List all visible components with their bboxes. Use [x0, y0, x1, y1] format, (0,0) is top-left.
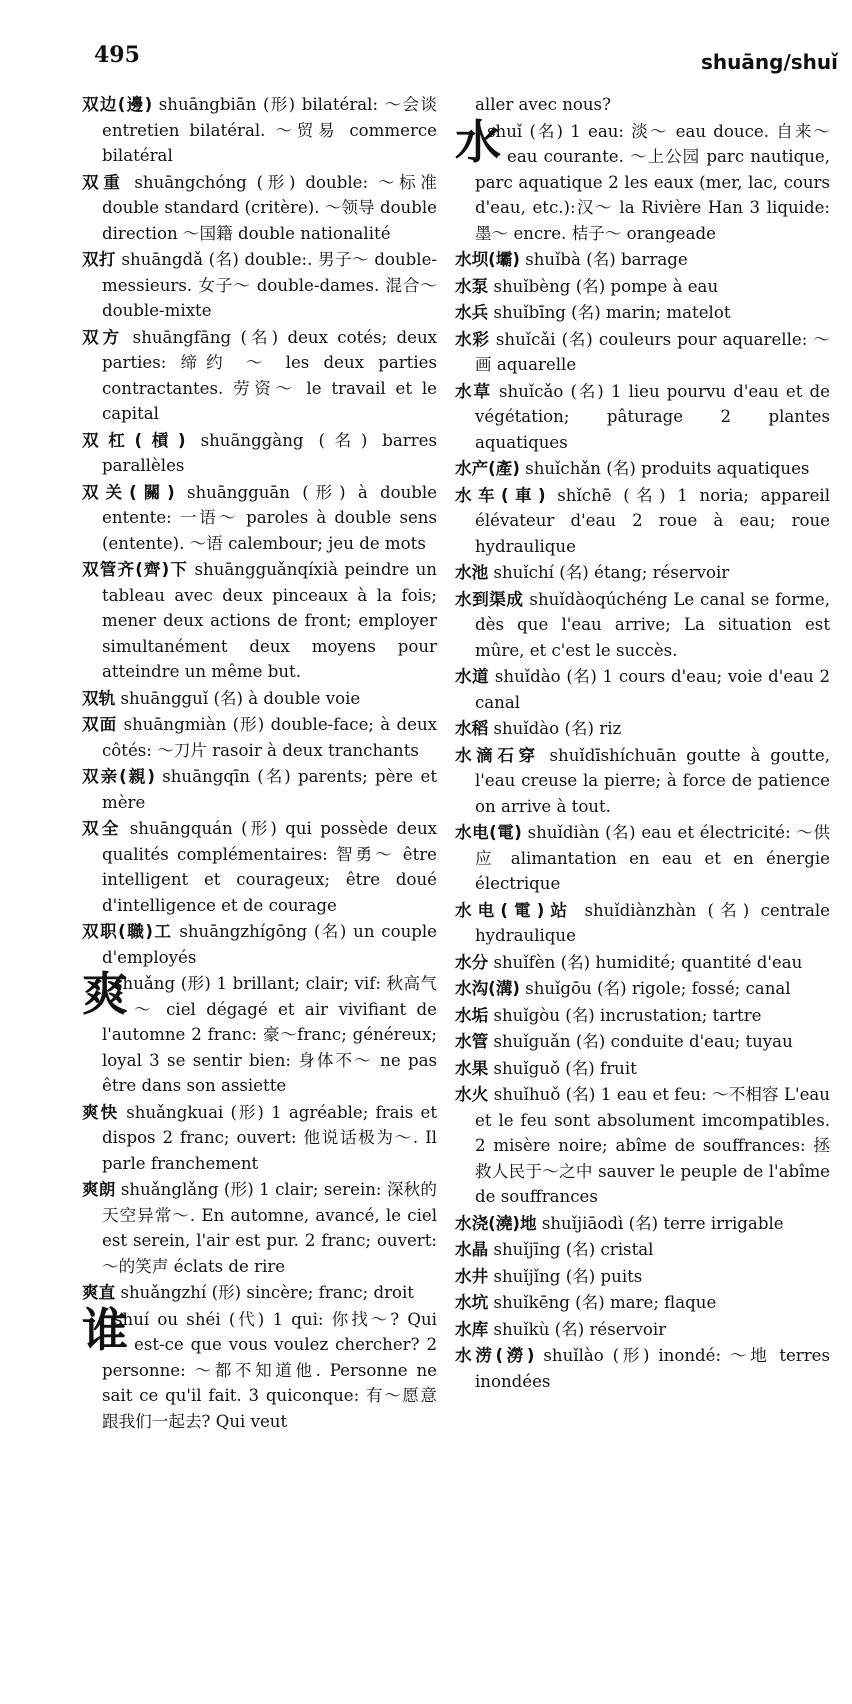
- dictionary-entry: [455, 587, 830, 664]
- dictionary-entry: [82, 919, 437, 970]
- headword: 水产(產): [455, 459, 520, 478]
- headword: 爽朗: [82, 1180, 116, 1199]
- dictionary-entry: [455, 898, 830, 949]
- dictionary-entry: [82, 816, 437, 918]
- headword: 双边(邊): [82, 95, 153, 114]
- headword: 水草: [455, 381, 492, 401]
- entry-definition: aller avec nous?: [475, 95, 611, 114]
- headword: 双面: [82, 715, 118, 734]
- headword: 水浇(澆)地: [455, 1213, 537, 1233]
- entry-definition: shuāngmiàn (形) double-face; à deux côtés: ～刀片 rasoir à deux tranchants: [102, 715, 437, 760]
- entry-definition: shuǐ (名) 1 eau: 淡～ eau douce. 自来～ eau courante. ～上公园 parc nautique, parc aquatique 2 les eaux (mer, lac, cours d'eau, etc.):汉～ la Rivière Han 3 liquide: 墨～ encre. 桔子～ orangeade: [475, 121, 830, 243]
- entry-definition: shuǎngkuai (形) 1 agréable; frais et dispos 2 franc; ouvert: 他说话极为～. Il parle franchement: [102, 1102, 437, 1173]
- headword: 水果: [455, 1058, 489, 1078]
- page-number: 495: [94, 42, 140, 68]
- entry-definition: shuǐguǒ (名) fruit: [493, 1058, 637, 1078]
- headword: 水管: [455, 1032, 489, 1051]
- headword: 水井: [455, 1266, 489, 1286]
- dictionary-entry: [82, 170, 437, 247]
- dictionary-entry: [82, 686, 437, 712]
- headword: 水电(電)站: [455, 900, 574, 920]
- entry-definition: shuǐdàoqúchéng Le canal se forme, dès que l'eau arrive; La situation est mûre, et c'est le succès.: [475, 589, 830, 660]
- dictionary-entry: [82, 1177, 437, 1279]
- entry-definition: shuāngfāng (名) deux cotés; deux parties: 缔约 ～ les deux parties contractantes. 劳资～ le travail et le capital: [102, 327, 437, 423]
- entry-definition: shuāngchóng (形) double: ～标准 double standard (critère). ～领导 double direction ～国籍 double nationalité: [102, 172, 438, 243]
- dictionary-entry: [455, 456, 830, 482]
- headword: 水垢: [455, 1005, 489, 1025]
- entry-definition: shuǐbīng (名) marin; matelot: [493, 303, 731, 322]
- dictionary-entry: [82, 712, 437, 763]
- entry-definition: shuí ou shéi (代) 1 qui: 你找～? Qui est-ce que vous voulez chercher? 2 personne: ～都不知道他. Personne ne sait ce qu'il fait. 3 quiconque: 有～愿意跟我们一起去? Qui veut: [102, 1309, 437, 1431]
- dictionary-entry: [455, 379, 830, 456]
- dictionary-entry: [455, 1264, 830, 1290]
- dictionary-entry: [455, 1003, 830, 1029]
- headword: 水坑: [455, 1293, 489, 1312]
- headword: 双职(職)工: [82, 922, 173, 941]
- headword: 水电(電): [455, 823, 522, 842]
- right-column: [455, 92, 830, 1395]
- entry-definition: shuǐfèn (名) humidité; quantité d'eau: [493, 952, 803, 972]
- dictionary-entry: [82, 764, 437, 815]
- entry-definition: shuǎnglǎng (形) 1 clair; serein: 深秋的天空异常～. En automne, avancé, le ciel est serein, l'air est pur. 2 franc; ouvert: ～的笑声 éclats de rire: [102, 1180, 437, 1276]
- headword: 水道: [455, 667, 490, 686]
- dictionary-entry: [82, 247, 437, 324]
- dictionary-entry: [455, 1343, 830, 1394]
- headword: 双亲(親): [82, 767, 155, 786]
- headword: 双管齐(齊)下: [82, 560, 189, 579]
- dictionary-entry: [455, 1082, 830, 1210]
- entry-definition: shuǐdiànzhàn (名) centrale hydraulique: [475, 900, 831, 945]
- headword-character: 爽: [82, 967, 128, 1021]
- entry-definition: shuānggàng (名) barres parallèles: [102, 430, 437, 475]
- headword: 水沟(溝): [455, 979, 520, 998]
- headword: 双杠(槓): [82, 430, 186, 450]
- headword: 双关(關): [82, 482, 175, 502]
- entry-definition: shuāngguǐ (名) à double voie: [120, 688, 361, 708]
- dictionary-entry: [455, 327, 830, 378]
- headword: 水火: [455, 1085, 489, 1104]
- dictionary-entry: [82, 1302, 437, 1435]
- dictionary-entry: [82, 967, 437, 1099]
- entry-definition: shuǐcǎi (名) couleurs pour aquarelle: ～画 aquarelle: [475, 329, 831, 374]
- dictionary-entry: [455, 247, 830, 273]
- headword-character: 谁: [82, 1302, 128, 1357]
- entry-definition: shuǐbà (名) barrage: [525, 250, 688, 269]
- dictionary-entry: [82, 557, 437, 685]
- dictionary-entry: [455, 716, 830, 742]
- dictionary-entry: [82, 92, 437, 169]
- entry-definition: shuāngqīn (名) parents; père et mère: [102, 767, 437, 812]
- entry-definition: shuǐkēng (名) mare; flaque: [493, 1293, 717, 1312]
- dictionary-entry: [455, 483, 830, 560]
- entry-definition: shuāngquán (形) qui possède deux qualités complémentaires: 智勇～ être intelligent et courageux; être doué d'intelligence et de courage: [102, 819, 437, 915]
- entry-definition: shuǐchǎn (名) produits aquatiques: [525, 459, 810, 478]
- headword: 水滴石穿: [455, 745, 540, 765]
- headword: 双方: [82, 327, 124, 347]
- dictionary-entry: [82, 325, 437, 427]
- entry-definition: shuǐdào (名) riz: [493, 719, 622, 738]
- entry-definition: shuǐjiāodì (名) terre irrigable: [541, 1213, 784, 1233]
- dictionary-entry: [455, 274, 830, 300]
- dictionary-entry: [455, 1290, 830, 1316]
- dictionary-entry: [455, 560, 830, 586]
- entry-definition: shǐchē (名) 1 noria; appareil élévateur d'eau 2 roue à eau; roue hydraulique: [475, 485, 831, 556]
- dictionary-entry: [455, 1237, 830, 1263]
- entry-definition: shuǎngzhí (形) sincère; franc; droit: [120, 1283, 414, 1302]
- dictionary-entry: [82, 1280, 437, 1306]
- headword: 水车(車): [455, 485, 546, 505]
- entry-definition: shuǎng (形) 1 brillant; clair; vif: 秋高气～ ciel dégagé et air vivifiant de l'automne 2 franc: 豪～franc; généreux; loyal 3 se sentir bien: 身体不～ ne pas être dans son assiette: [102, 974, 437, 1095]
- entry-definition: shuǐcǎo (名) 1 lieu pourvu d'eau et de végétation; pâturage 2 plantes aquatiques: [475, 381, 830, 452]
- headword: 水泵: [455, 276, 489, 296]
- headword: 水池: [455, 563, 489, 582]
- entry-definition: shuǐlào (形) inondé: ～地 terres inondées: [475, 1346, 831, 1391]
- entry-definition: shuǐjǐng (名) puits: [493, 1266, 643, 1286]
- dictionary-entry: [455, 1029, 830, 1055]
- dictionary-entry: [455, 820, 830, 897]
- entry-definition: shuāngdǎ (名) double:. 男子～ double-messieurs. 女子～ double-dames. 混合～ double-mixte: [102, 250, 437, 320]
- entry-definition: shuǐdīshíchuān goutte à goutte, l'eau creuse la pierre; à force de patience on arrive à tout.: [475, 745, 830, 816]
- dictionary-entry: [455, 1211, 830, 1237]
- dictionary-entry: [455, 743, 830, 820]
- entry-definition: shuǐjīng (名) cristal: [493, 1240, 654, 1259]
- headword: 爽快: [82, 1102, 120, 1122]
- dictionary-entry: [82, 480, 437, 557]
- entry-definition: shuǐdào (名) 1 cours d'eau; voie d'eau 2 canal: [475, 667, 831, 712]
- dictionary-entry: [82, 1100, 437, 1177]
- entry-definition: shuāngguǎnqíxià peindre un tableau avec deux pinceaux à la fois; mener deux actions de front; employer simultanément deux moyens pour atteindre un même but.: [102, 560, 437, 681]
- headword: 水彩: [455, 329, 490, 349]
- entry-definition: shuǐbèng (名) pompe à eau: [493, 276, 719, 296]
- dictionary-entry: [82, 428, 437, 479]
- headword: 水分: [455, 952, 489, 972]
- dictionary-entry: [455, 664, 830, 715]
- entry-definition: shuǐgòu (名) incrustation; tartre: [493, 1005, 762, 1025]
- headword: 水晶: [455, 1240, 489, 1259]
- entry-definition: shuāngguān (形) à double entente: 一语～ paroles à double sens (entente). ～语 calembour; jeu de mots: [102, 482, 438, 553]
- headword: 水库: [455, 1319, 489, 1339]
- entry-definition: shuǐkù (名) réservoir: [493, 1319, 667, 1339]
- headword: 双全: [82, 819, 122, 838]
- headword: 水兵: [455, 303, 489, 322]
- running-head: shuāng/shuǐ: [701, 50, 838, 74]
- entry-definition: shuǐhuǒ (名) 1 eau et feu: ～不相容 L'eau et le feu sont absolument imcompatibles. 2 misère noire; abîme de souffrances: 拯救人民于～之中 sauver le peuple de l'abîme de souffrances: [475, 1085, 830, 1206]
- entry-definition: shuǐchí (名) étang; réservoir: [493, 563, 730, 582]
- dictionary-entry: [455, 114, 830, 247]
- headword: 水涝(澇): [455, 1346, 535, 1365]
- dictionary-entry: [455, 950, 830, 976]
- entry-definition: shuǐdiàn (名) eau et électricité: ～供应 alimantation en eau et en énergie électrique: [475, 823, 831, 893]
- headword: 水坝(壩): [455, 250, 520, 269]
- headword: 双重: [82, 172, 125, 192]
- dictionary-entry: [455, 1056, 830, 1082]
- dictionary-entry: [455, 300, 830, 326]
- dictionary-entry: [455, 976, 830, 1002]
- entry-definition: shuāngbiān (形) bilatéral: ～会谈 entretien bilatéral. ～贸易 commerce bilatéral: [102, 95, 438, 165]
- headword: 双打: [82, 250, 116, 269]
- dictionary-entry: [455, 92, 830, 118]
- headword: 水到渠成: [455, 589, 524, 609]
- headword: 爽直: [82, 1283, 116, 1302]
- entry-definition: shuǐgōu (名) rigole; fossé; canal: [525, 979, 791, 998]
- dictionary-entry: [455, 1317, 830, 1343]
- headword-character: 水: [455, 114, 501, 169]
- entry-definition: shuǐguǎn (名) conduite d'eau; tuyau: [493, 1032, 793, 1051]
- headword: 双轨: [82, 688, 116, 708]
- left-column: [82, 92, 437, 1435]
- entry-definition: shuāngzhígōng (名) un couple d'employés: [102, 922, 438, 967]
- headword: 水稻: [455, 719, 489, 738]
